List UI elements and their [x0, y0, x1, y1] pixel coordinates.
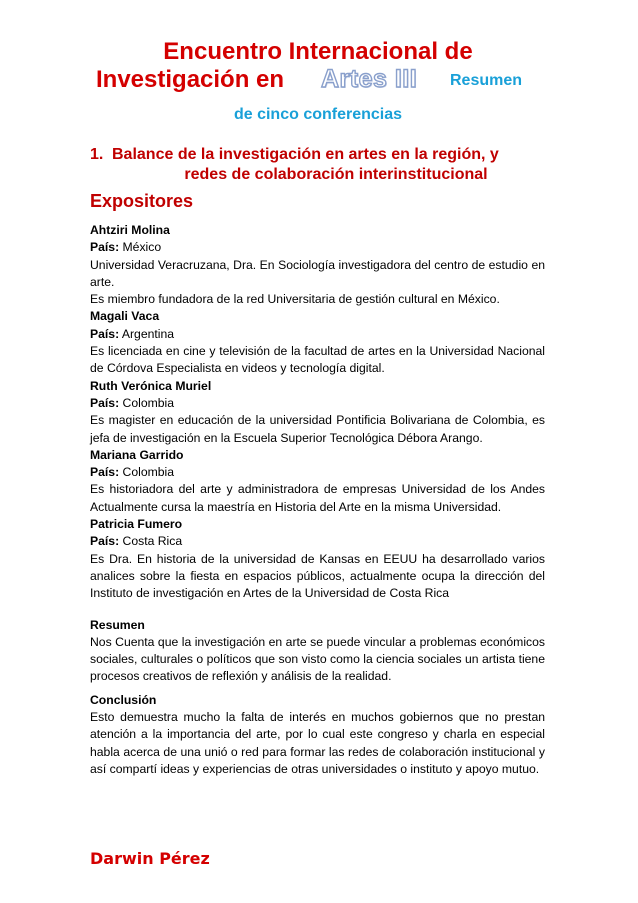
speaker-country [90, 395, 545, 412]
pais-label: País: [90, 395, 120, 410]
speaker-bio: Es Dra. En historia de la universidad de Kansas en EEUU ha desarrollado varios analices sobre la fiesta en espacios públicos, actualmente ocupa la dirección del Instituto de investigación en Artes de la Universidad de Costa Rica [90, 551, 545, 601]
speaker-country [90, 464, 545, 481]
document-body [90, 222, 545, 778]
conclusion-text: Esto demuestra mucho la falta de interés en muchos gobiernos que no prestan atención a la importancia del arte, por lo cual este congreso y charla en especial habla acerca de una unió o red para formar las redes de colaboración institucional y así compartí ideas y experiencias de otras universidades o instituto y apoyo mutuo. [90, 710, 545, 776]
document-title [88, 38, 548, 125]
section-number: 1. [90, 146, 104, 163]
speaker-bio: Es magister en educación de la universidad Pontificia Bolivariana de Colombia, es jefa de investigación en la Escuela Superior Tecnológica Débora Arango. [90, 413, 545, 445]
country-value: Colombia [122, 465, 175, 480]
section-heading-line-2: redes de colaboración interinstitucional [184, 166, 488, 183]
speaker-country [90, 533, 545, 550]
pais-label: País: [90, 326, 120, 341]
speaker-bio: Es miembro fundadora de la red Universitaria de gestión cultural en México. [90, 292, 500, 307]
country-value: Costa Rica [122, 534, 183, 549]
country-value: Argentina [121, 326, 175, 341]
speaker-bio: Es historiadora del arte y administradora de empresas Universidad de los Andes Actualmente cursa la maestría en Historia del Arte en la misma Universidad. [90, 482, 545, 514]
title-line-2 [88, 66, 548, 98]
country-value: México [122, 240, 162, 255]
speaker-bio: Es licenciada en cine y televisión de la facultad de artes en la Universidad Nacional de Córdova Especialista en videos y tecnología digital. [90, 344, 545, 376]
title-line-1: Encuentro Internacional de [163, 38, 473, 65]
resumen-text: Nos Cuenta que la investigación en arte se puede vincular a problemas económicos sociales, culturales o políticos que son visto como la ciencia sociales un artista tiene procesos creativos de reflexión y análisis de la realidad. [90, 634, 545, 684]
country-value: Colombia [122, 395, 175, 410]
pais-label: País: [90, 465, 120, 480]
speaker-country [90, 239, 545, 256]
resumen-heading: Resumen [90, 617, 145, 632]
artes-logo-wordart: Artes III [321, 65, 418, 93]
spacer [90, 603, 545, 617]
speaker-name: Ahtziri Molina [90, 223, 170, 237]
speaker-name: Magali Vaca [90, 309, 160, 324]
speaker-country [90, 326, 545, 343]
conclusion-heading: Conclusión [90, 692, 157, 707]
title-resumen: Resumen [450, 72, 523, 89]
section-heading [90, 145, 560, 185]
speaker-name: Mariana Garrido [90, 447, 184, 462]
title-prefix: Investigación en [96, 66, 285, 93]
pais-label: País: [90, 240, 120, 255]
expositores-heading: Expositores [90, 191, 194, 211]
title-subtitle: de cinco conferencias [233, 106, 403, 123]
pais-label: País: [90, 534, 120, 549]
section-heading-line-1: Balance de la investigación en artes en la región, y [112, 146, 499, 163]
speaker-bio: Universidad Veracruzana, Dra. En Sociología investigadora del centro de estudio en arte. [90, 257, 545, 289]
speaker-name: Ruth Verónica Muriel [90, 378, 212, 393]
author-name: Darwin Pérez [90, 849, 210, 868]
speaker-name: Patricia Fumero [90, 517, 183, 532]
